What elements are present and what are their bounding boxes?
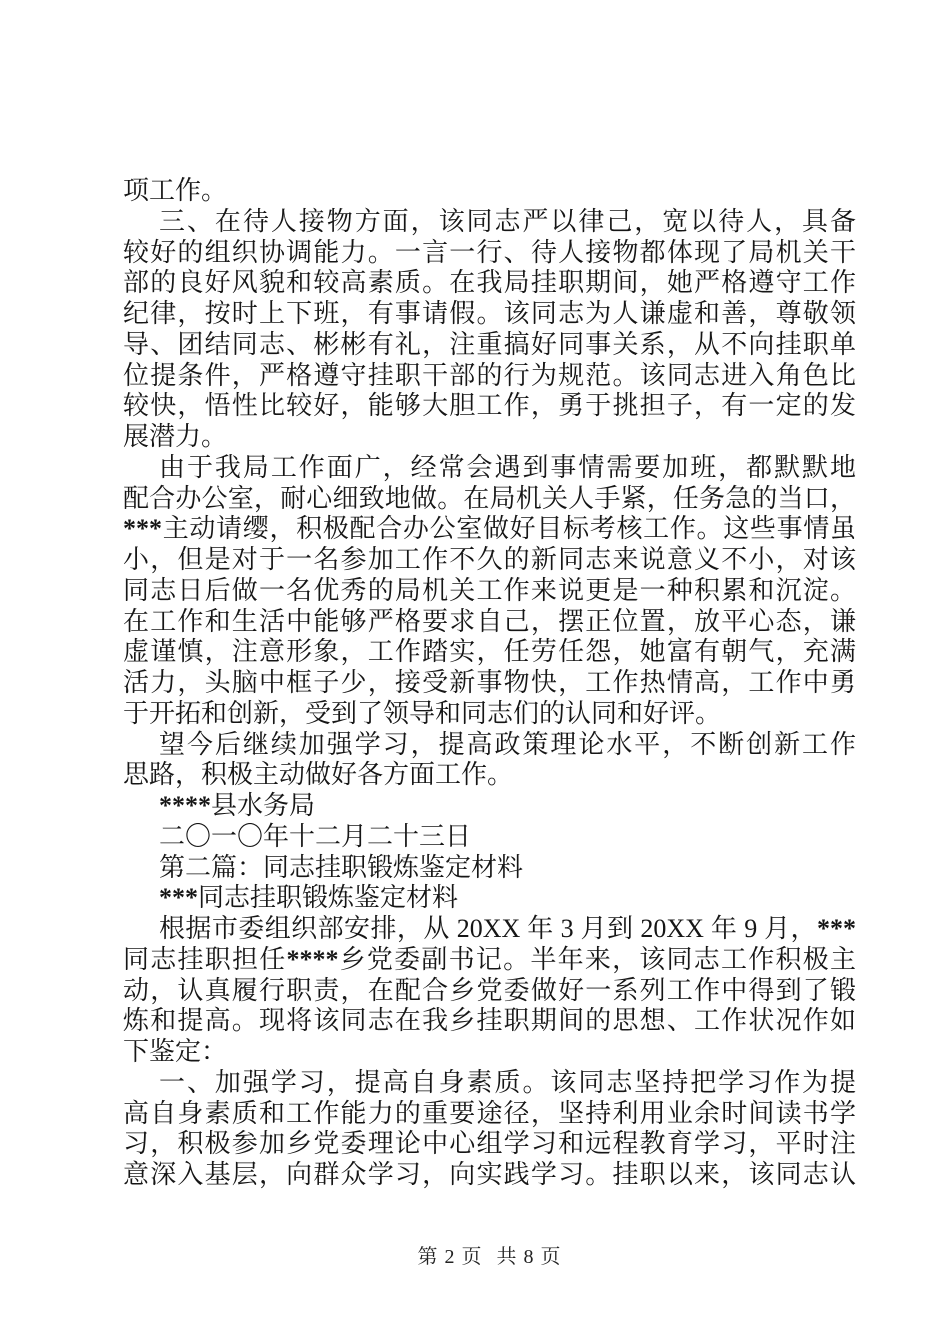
text-segment: 三、在待人接物方面，该同志严以律己，宽以待人，具备 [159,206,856,236]
redacted-asterisks: *** [817,914,856,943]
text-line [123,545,856,576]
text-line [123,268,856,299]
redacted-asterisks: **** [159,791,211,820]
text-line [123,945,856,976]
text-line [123,1068,856,1099]
text-line [123,976,856,1007]
text-segment: 小，但是对于一名参加工作不久的新同志来说意义不小，对该 [123,545,856,574]
text-segment: 较快，悟性比较好，能够大胆工作，勇于挑担子，有一定的发 [123,391,856,421]
text-segment: 位提条件，严格遵守挂职干部的行为规范。该同志进入角色比 [123,360,856,390]
text-line [123,1160,856,1191]
text-line [123,760,856,791]
redacted-asterisks: **** [286,944,339,974]
text-segment: 第二篇：同志挂职锻炼鉴定材料 [159,852,524,882]
redacted-asterisks: *** [123,514,162,544]
text-segment: 纪律，按时上下班，有事请假。该同志为人谦虚和善，尊敬领 [123,299,856,328]
text-line [123,607,856,638]
text-segment: 虚谨慎，注意形象，工作踏实，任劳任怨，她富有朝气，充满 [123,637,856,667]
text-line [123,1006,856,1037]
redacted-asterisks: *** [159,883,198,913]
document-body [123,176,856,1191]
text-segment: 在工作和生活中能够严格要求自己，摆正位置，放平心态，谦 [123,606,856,636]
text-segment: 县水务局 [211,791,316,820]
text-line [123,207,856,238]
text-segment: 高自身素质和工作能力的重要途径，坚持利用业余时间读书学 [123,1098,856,1128]
text-segment: 部的良好风貌和较高素质。在我局挂职期间，她严格遵守工作 [123,268,856,298]
text-segment: 动，认真履行职责，在配合乡党委做好一系列工作中得到了锻 [123,975,856,1005]
text-segment: 活力，头脑中框子少，接受新事物快，工作热情高，工作中勇 [123,668,856,697]
text-line [123,514,856,545]
text-segment: 同志挂职担任 [123,944,287,974]
text-line [123,453,856,484]
text-segment: 项工作。 [123,176,228,205]
text-segment: 于开拓和创新，受到了领导和同志们的认同和好评。 [123,698,722,728]
text-segment: 导、团结同志、彬彬有礼，注重搞好同事关系，从不向挂职单 [123,329,856,359]
text-line [123,391,856,422]
text-line [123,914,856,945]
text-line [123,668,856,699]
text-segment: 思路，积极主动做好各方面工作。 [123,760,514,790]
text-segment: 望今后继续加强学习，提高政策理论水平，不断创新工作 [159,729,856,759]
text-segment: 一、加强学习，提高自身素质。该同志坚持把学习作为提 [159,1067,856,1097]
footer-total-pages: 共 8 页 [496,1246,562,1268]
text-segment: 下鉴定： [123,1037,228,1066]
text-line [123,176,856,207]
text-line [123,484,856,515]
text-line [123,853,856,884]
text-segment: 二〇一〇年十二月二十三日 [159,821,472,851]
text-line [123,1099,856,1130]
text-line [123,730,856,761]
text-line [123,791,856,822]
text-segment: 配合办公室，耐心细致地做。在局机关人手紧，任务急的当口， [123,483,856,513]
text-line [123,422,856,453]
text-line [123,883,856,914]
text-segment: 炼和提高。现将该同志在我乡挂职期间的思想、工作状况作如 [123,1006,856,1036]
text-segment: 较好的组织协调能力。一言一行、待人接物都体现了局机关干 [123,237,856,267]
footer-current-page: 第 2 页 [417,1246,483,1268]
page-footer [123,1240,856,1269]
text-line [123,361,856,392]
text-line [123,576,856,607]
text-line [123,1129,856,1160]
text-segment: 乡党委副书记。半年来，该同志工作积极主 [338,944,856,974]
text-segment: 由于我局工作面广，经常会遇到事情需要加班，都默默地 [159,452,856,482]
text-segment: 习，积极参加乡党委理论中心组学习和远程教育学习，平时注 [123,1129,856,1159]
text-segment: 展潜力。 [123,422,228,451]
text-segment: 意深入基层，向群众学习，向实践学习。挂职以来，该同志认 [123,1160,856,1189]
text-line [123,238,856,269]
text-segment: 根据市委组织部安排，从 20XX 年 3 月到 20XX 年 9 月， [159,914,817,943]
text-line [123,822,856,853]
text-segment: 同志挂职锻炼鉴定材料 [198,883,459,913]
text-line [123,330,856,361]
text-line [123,1037,856,1068]
text-segment: 主动请缨，积极配合办公室做好目标考核工作。这些事情虽 [162,514,856,544]
text-segment: 同志日后做一名优秀的局机关工作来说更是一种积累和沉淀。 [123,575,856,605]
text-line [123,637,856,668]
text-line [123,699,856,730]
text-line [123,299,856,330]
